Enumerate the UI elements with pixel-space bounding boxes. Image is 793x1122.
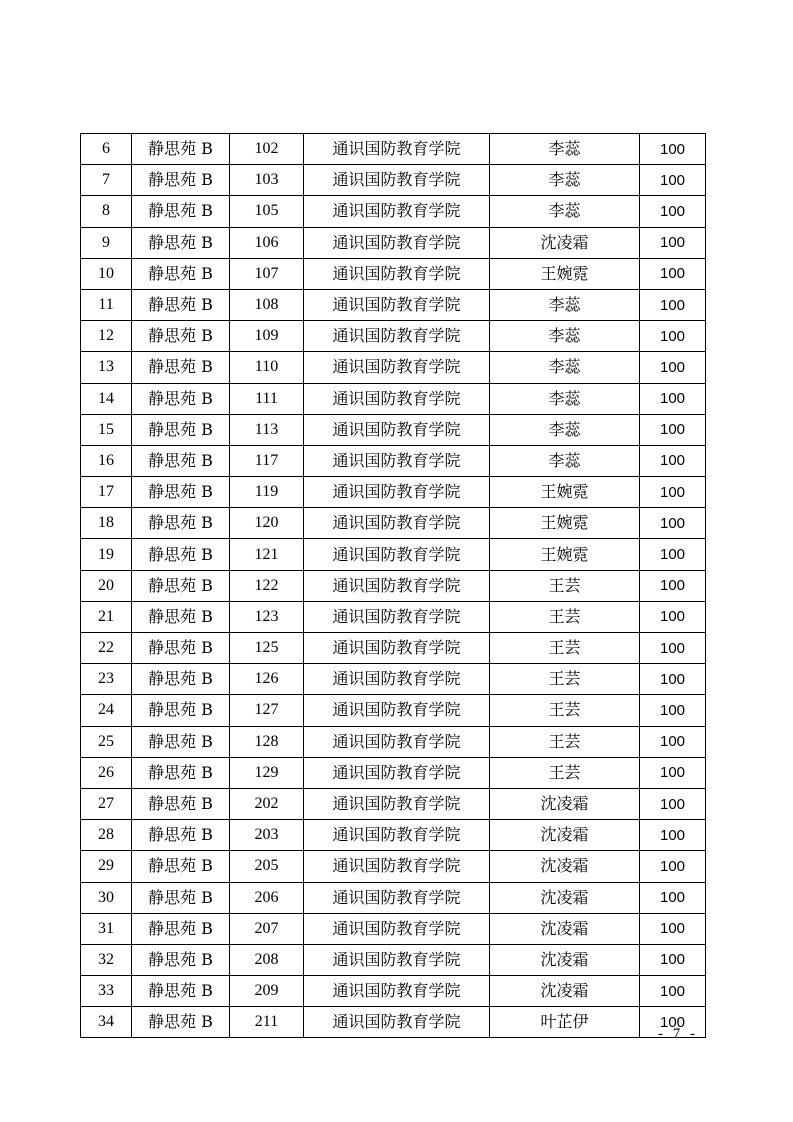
building-cell: 静思苑 B <box>132 134 230 165</box>
inspector-name-cell: 李蕊 <box>490 289 640 320</box>
score-cell: 100 <box>640 1007 706 1038</box>
room-number-cell: 207 <box>230 913 304 944</box>
table-row <box>81 165 706 196</box>
row-number-cell: 14 <box>81 383 132 414</box>
score-cell: 100 <box>640 196 706 227</box>
row-number-cell: 27 <box>81 788 132 819</box>
building-cell: 静思苑 B <box>132 601 230 632</box>
table-row <box>81 820 706 851</box>
college-cell: 通识国防教育学院 <box>304 477 490 508</box>
inspector-name-cell: 叶芷伊 <box>490 1007 640 1038</box>
college-cell: 通识国防教育学院 <box>304 695 490 726</box>
college-cell: 通识国防教育学院 <box>304 944 490 975</box>
room-number-cell: 120 <box>230 508 304 539</box>
college-cell: 通识国防教育学院 <box>304 820 490 851</box>
table-row <box>81 757 706 788</box>
table-row <box>81 289 706 320</box>
inspector-name-cell: 沈凌霜 <box>490 788 640 819</box>
row-number-cell: 29 <box>81 851 132 882</box>
row-number-cell: 22 <box>81 633 132 664</box>
inspector-name-cell: 王芸 <box>490 757 640 788</box>
inspector-name-cell: 李蕊 <box>490 445 640 476</box>
college-cell: 通识国防教育学院 <box>304 726 490 757</box>
score-cell: 100 <box>640 944 706 975</box>
row-number-cell: 13 <box>81 352 132 383</box>
college-cell: 通识国防教育学院 <box>304 414 490 445</box>
row-number-cell: 34 <box>81 1007 132 1038</box>
college-cell: 通识国防教育学院 <box>304 1007 490 1038</box>
table-row <box>81 508 706 539</box>
table-body <box>81 134 706 1038</box>
college-cell: 通识国防教育学院 <box>304 258 490 289</box>
table-row <box>81 944 706 975</box>
row-number-cell: 33 <box>81 976 132 1007</box>
table-row <box>81 227 706 258</box>
table-row <box>81 539 706 570</box>
building-cell: 静思苑 B <box>132 321 230 352</box>
college-cell: 通识国防教育学院 <box>304 196 490 227</box>
score-cell: 100 <box>640 289 706 320</box>
room-number-cell: 209 <box>230 976 304 1007</box>
score-cell: 100 <box>640 633 706 664</box>
room-number-cell: 122 <box>230 570 304 601</box>
college-cell: 通识国防教育学院 <box>304 633 490 664</box>
building-cell: 静思苑 B <box>132 570 230 601</box>
room-number-cell: 211 <box>230 1007 304 1038</box>
building-cell: 静思苑 B <box>132 820 230 851</box>
row-number-cell: 10 <box>81 258 132 289</box>
row-number-cell: 24 <box>81 695 132 726</box>
college-cell: 通识国防教育学院 <box>304 227 490 258</box>
inspector-name-cell: 王芸 <box>490 695 640 726</box>
row-number-cell: 21 <box>81 601 132 632</box>
score-cell: 100 <box>640 882 706 913</box>
building-cell: 静思苑 B <box>132 196 230 227</box>
table-row <box>81 913 706 944</box>
row-number-cell: 9 <box>81 227 132 258</box>
inspector-name-cell: 沈凌霜 <box>490 944 640 975</box>
table-row <box>81 976 706 1007</box>
building-cell: 静思苑 B <box>132 258 230 289</box>
inspector-name-cell: 李蕊 <box>490 321 640 352</box>
row-number-cell: 26 <box>81 757 132 788</box>
building-cell: 静思苑 B <box>132 633 230 664</box>
building-cell: 静思苑 B <box>132 726 230 757</box>
table-row <box>81 352 706 383</box>
inspector-name-cell: 李蕊 <box>490 352 640 383</box>
table-row <box>81 726 706 757</box>
score-cell: 100 <box>640 695 706 726</box>
room-number-cell: 117 <box>230 445 304 476</box>
room-number-cell: 113 <box>230 414 304 445</box>
building-cell: 静思苑 B <box>132 944 230 975</box>
score-cell: 100 <box>640 539 706 570</box>
score-cell: 100 <box>640 352 706 383</box>
row-number-cell: 32 <box>81 944 132 975</box>
building-cell: 静思苑 B <box>132 913 230 944</box>
inspector-name-cell: 李蕊 <box>490 196 640 227</box>
college-cell: 通识国防教育学院 <box>304 321 490 352</box>
table-row <box>81 601 706 632</box>
room-number-cell: 126 <box>230 664 304 695</box>
college-cell: 通识国防教育学院 <box>304 601 490 632</box>
building-cell: 静思苑 B <box>132 882 230 913</box>
room-number-cell: 103 <box>230 165 304 196</box>
college-cell: 通识国防教育学院 <box>304 570 490 601</box>
score-cell: 100 <box>640 976 706 1007</box>
building-cell: 静思苑 B <box>132 539 230 570</box>
score-cell: 100 <box>640 134 706 165</box>
college-cell: 通识国防教育学院 <box>304 383 490 414</box>
row-number-cell: 12 <box>81 321 132 352</box>
room-number-cell: 102 <box>230 134 304 165</box>
room-number-cell: 125 <box>230 633 304 664</box>
inspector-name-cell: 王婉霓 <box>490 508 640 539</box>
table-row <box>81 445 706 476</box>
table-row <box>81 414 706 445</box>
score-cell: 100 <box>640 445 706 476</box>
score-cell: 100 <box>640 757 706 788</box>
table-row <box>81 134 706 165</box>
room-number-cell: 109 <box>230 321 304 352</box>
college-cell: 通识国防教育学院 <box>304 134 490 165</box>
room-number-cell: 106 <box>230 227 304 258</box>
score-cell: 100 <box>640 788 706 819</box>
room-number-cell: 208 <box>230 944 304 975</box>
room-number-cell: 121 <box>230 539 304 570</box>
row-number-cell: 31 <box>81 913 132 944</box>
building-cell: 静思苑 B <box>132 757 230 788</box>
score-cell: 100 <box>640 913 706 944</box>
inspector-name-cell: 沈凌霜 <box>490 882 640 913</box>
score-cell: 100 <box>640 258 706 289</box>
room-number-cell: 105 <box>230 196 304 227</box>
score-cell: 100 <box>640 601 706 632</box>
building-cell: 静思苑 B <box>132 664 230 695</box>
college-cell: 通识国防教育学院 <box>304 976 490 1007</box>
inspector-name-cell: 王芸 <box>490 664 640 695</box>
row-number-cell: 20 <box>81 570 132 601</box>
room-number-cell: 123 <box>230 601 304 632</box>
table-row <box>81 321 706 352</box>
table-row <box>81 1007 706 1038</box>
college-cell: 通识国防教育学院 <box>304 445 490 476</box>
score-cell: 100 <box>640 414 706 445</box>
building-cell: 静思苑 B <box>132 352 230 383</box>
room-number-cell: 107 <box>230 258 304 289</box>
table-row <box>81 851 706 882</box>
inspector-name-cell: 沈凌霜 <box>490 913 640 944</box>
room-number-cell: 202 <box>230 788 304 819</box>
table-row <box>81 383 706 414</box>
dormitory-score-table <box>80 133 706 1038</box>
score-cell: 100 <box>640 820 706 851</box>
inspector-name-cell: 沈凌霜 <box>490 820 640 851</box>
score-cell: 100 <box>640 726 706 757</box>
row-number-cell: 17 <box>81 477 132 508</box>
building-cell: 静思苑 B <box>132 851 230 882</box>
score-cell: 100 <box>640 165 706 196</box>
inspector-name-cell: 李蕊 <box>490 414 640 445</box>
college-cell: 通识国防教育学院 <box>304 757 490 788</box>
row-number-cell: 30 <box>81 882 132 913</box>
inspector-name-cell: 李蕊 <box>490 134 640 165</box>
score-cell: 100 <box>640 570 706 601</box>
score-cell: 100 <box>640 664 706 695</box>
row-number-cell: 25 <box>81 726 132 757</box>
room-number-cell: 128 <box>230 726 304 757</box>
building-cell: 静思苑 B <box>132 227 230 258</box>
row-number-cell: 7 <box>81 165 132 196</box>
row-number-cell: 19 <box>81 539 132 570</box>
inspector-name-cell: 王芸 <box>490 633 640 664</box>
table-row <box>81 695 706 726</box>
room-number-cell: 203 <box>230 820 304 851</box>
table-row <box>81 196 706 227</box>
room-number-cell: 206 <box>230 882 304 913</box>
table-row <box>81 477 706 508</box>
row-number-cell: 23 <box>81 664 132 695</box>
inspector-name-cell: 王芸 <box>490 570 640 601</box>
building-cell: 静思苑 B <box>132 695 230 726</box>
inspector-name-cell: 王婉霓 <box>490 258 640 289</box>
college-cell: 通识国防教育学院 <box>304 508 490 539</box>
row-number-cell: 18 <box>81 508 132 539</box>
table-row <box>81 882 706 913</box>
score-cell: 100 <box>640 321 706 352</box>
table-row <box>81 788 706 819</box>
row-number-cell: 6 <box>81 134 132 165</box>
score-cell: 100 <box>640 851 706 882</box>
table-row <box>81 633 706 664</box>
college-cell: 通识国防教育学院 <box>304 882 490 913</box>
inspector-name-cell: 李蕊 <box>490 165 640 196</box>
table-row <box>81 570 706 601</box>
building-cell: 静思苑 B <box>132 1007 230 1038</box>
inspector-name-cell: 沈凌霜 <box>490 976 640 1007</box>
inspector-name-cell: 王芸 <box>490 726 640 757</box>
college-cell: 通识国防教育学院 <box>304 851 490 882</box>
score-cell: 100 <box>640 227 706 258</box>
table-row <box>81 664 706 695</box>
score-cell: 100 <box>640 383 706 414</box>
college-cell: 通识国防教育学院 <box>304 352 490 383</box>
room-number-cell: 108 <box>230 289 304 320</box>
college-cell: 通识国防教育学院 <box>304 664 490 695</box>
table-row <box>81 258 706 289</box>
building-cell: 静思苑 B <box>132 383 230 414</box>
room-number-cell: 111 <box>230 383 304 414</box>
college-cell: 通识国防教育学院 <box>304 289 490 320</box>
building-cell: 静思苑 B <box>132 414 230 445</box>
building-cell: 静思苑 B <box>132 508 230 539</box>
college-cell: 通识国防教育学院 <box>304 539 490 570</box>
building-cell: 静思苑 B <box>132 445 230 476</box>
building-cell: 静思苑 B <box>132 289 230 320</box>
score-cell: 100 <box>640 477 706 508</box>
college-cell: 通识国防教育学院 <box>304 165 490 196</box>
room-number-cell: 110 <box>230 352 304 383</box>
building-cell: 静思苑 B <box>132 788 230 819</box>
inspector-name-cell: 王婉霓 <box>490 539 640 570</box>
college-cell: 通识国防教育学院 <box>304 788 490 819</box>
room-number-cell: 205 <box>230 851 304 882</box>
room-number-cell: 127 <box>230 695 304 726</box>
row-number-cell: 16 <box>81 445 132 476</box>
row-number-cell: 11 <box>81 289 132 320</box>
inspector-name-cell: 王芸 <box>490 601 640 632</box>
row-number-cell: 8 <box>81 196 132 227</box>
inspector-name-cell: 李蕊 <box>490 383 640 414</box>
room-number-cell: 119 <box>230 477 304 508</box>
row-number-cell: 28 <box>81 820 132 851</box>
building-cell: 静思苑 B <box>132 165 230 196</box>
inspector-name-cell: 沈凌霜 <box>490 227 640 258</box>
college-cell: 通识国防教育学院 <box>304 913 490 944</box>
building-cell: 静思苑 B <box>132 477 230 508</box>
row-number-cell: 15 <box>81 414 132 445</box>
room-number-cell: 129 <box>230 757 304 788</box>
page-number: - 7 - <box>658 1026 698 1042</box>
score-cell: 100 <box>640 508 706 539</box>
inspector-name-cell: 王婉霓 <box>490 477 640 508</box>
inspector-name-cell: 沈凌霜 <box>490 851 640 882</box>
building-cell: 静思苑 B <box>132 976 230 1007</box>
